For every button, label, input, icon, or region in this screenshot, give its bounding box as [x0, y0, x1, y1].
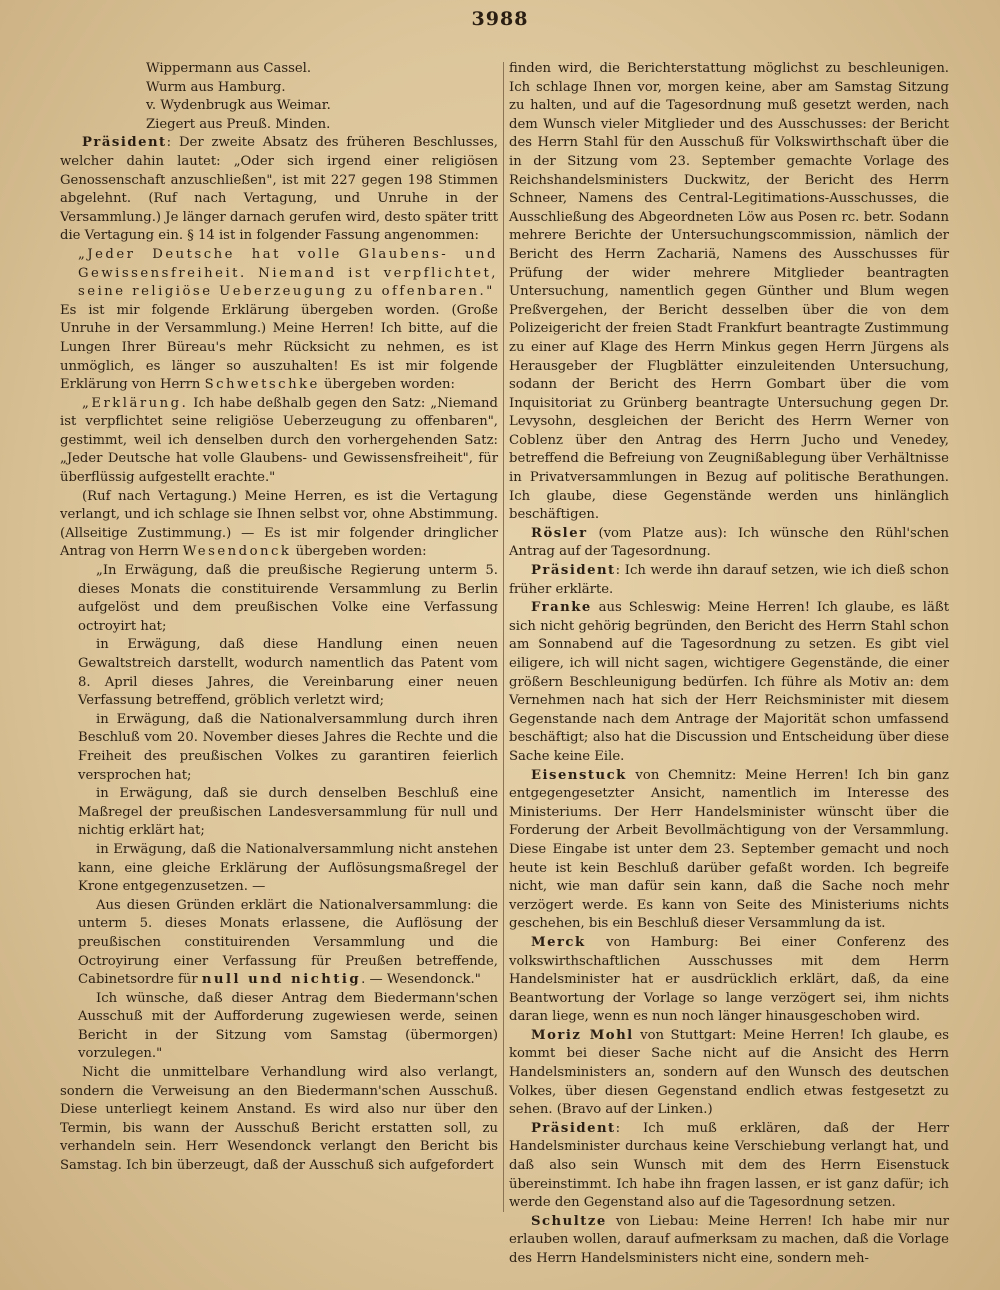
- right-column: [509, 60, 949, 1266]
- text-run: übergeben worden:: [319, 377, 455, 393]
- speaker-name: Schultze: [531, 1213, 607, 1229]
- speech-paragraph: [509, 934, 949, 1027]
- name-list-item: Wippermann aus Cassel.: [146, 61, 312, 76]
- motion-clause: Ich wünsche, daß dieser Antrag dem Biedermann'schen Ausschuß mit der Aufforderung zugewiesen werde, seinen Bericht in der Sitzung vom Samstag (übermorgen) vorzulegen.": [78, 990, 498, 1062]
- text-paragraph: [60, 302, 498, 395]
- speech-paragraph: [509, 1027, 949, 1120]
- speech-paragraph: [509, 1213, 949, 1269]
- name-list-item: Ziegert aus Preuß. Minden.: [146, 116, 331, 132]
- speech-text: von Stuttgart: Meine Herren! Ich glaube, es kommt bei dieser Sache nicht auf die Ansicht des Herrn Handelsministers an, sondern auf den Wunsch des deutschen Volkes, über diesen Gegenstand endlich etwas festgesetzt zu sehen. (Bravo auf der Linken.): [509, 1027, 949, 1118]
- text-paragraph: [60, 488, 498, 562]
- speech-text: (vom Platze aus): Ich wünsche den Rühl'schen Antrag auf der Tagesordnung.: [509, 525, 949, 560]
- speech-paragraph: [60, 134, 498, 246]
- speech-text: von Liebau: Meine Herren! Ich habe mir nur erlauben wollen, darauf aufmerksam zu machen, daß die Vorlage des Herrn Handelsministers nicht eine, sondern meh-: [509, 1213, 949, 1266]
- speech-paragraph: [509, 599, 949, 766]
- speech-text: von Hamburg: Bei einer Conferenz des volkswirthschaftlichen Ausschusses mit dem Herrn Handelsminister hat er ausdrücklich erklärt, daß, da eine Beantwortung der Vorlage so lange verzögert sei, ihm nichts daran liege, wenn es nun noch länger hinausgeschoben wird.: [509, 934, 949, 1025]
- speaker-name: Präsident: [82, 135, 167, 151]
- person-name: Schwetschke: [204, 377, 320, 393]
- speech-paragraph: [509, 1120, 949, 1213]
- speech-text: von Chemnitz: Meine Herren! Ich bin ganz entgegengesetzter Ansicht, namentlich im Interesse des Ministeriums. Der Herr Handelsminister wünscht über die Forderung der Arbeit Bevollmächtigung von der Versammlung. Diese Eingabe ist unter dem 23. September gemacht und noch heute ist kein Beschluß darüber gefaßt worden. Ich begreife nicht, wie man dafür sein kann, daß die Sache noch mehr verzögert werde. Es kann von Seite des Ministeriums nichts geschehen, bis ein Beschluß dieser Versammlung da ist.: [509, 767, 949, 932]
- left-column: [60, 60, 498, 1240]
- speaker-name: Moriz Mohl: [531, 1027, 634, 1043]
- motion-clause: „In Erwägung, daß die preußische Regierung unterm 5. dieses Monats die constituirende Versammlung zu Berlin aufgelöst und dem preußischen Volke eine Verfassung octroyirt hat;: [78, 563, 498, 634]
- text-paragraph: Nicht die unmittelbare Verhandlung wird also verlangt, sondern die Verweisung an den Biedermann'schen Ausschuß. Diese unterliegt keinem Anstand. Es wird also nur über den Termin, bis wann der Ausschuß Bericht erstatten soll, zu verhandeln sein. Herr Wesendonck verlangt den Bericht bis Samstag. Ich bin überzeugt, daß der Ausschuß sich aufgefordert: [60, 1065, 498, 1174]
- speech-text: : Ich werde ihn darauf setzen, wie ich dieß schon früher erklärte.: [509, 563, 949, 597]
- speaker-name: Präsident: [531, 1120, 616, 1136]
- text-run: . — Wesendonck.": [361, 972, 481, 988]
- motion-clause: in Erwägung, daß die Nationalversammlung nicht anstehen kann, eine gleiche Erklärung der Auflösungsmaßregel der Krone entgegenzusetzen. —: [78, 841, 498, 895]
- text-paragraph: finden wird, die Berichterstattung möglichst zu beschleunigen. Ich schlage Ihnen vor, morgen keine, aber am Samstag Sitzung zu halten, und auf die Tagesordnung muß gesetzt werden, nach dem Wunsch vieler Mitglieder und des Ausschusses: der Bericht des Herrn Stahl für den Ausschuß für Volkswirthschaft über die in der Sitzung vom 23. September gemachte Vorlage des Reichshandelsministers Duckwitz, der Bericht des Herrn Schneer, Namens des Central-Legitimations-Ausschusses, die Ausschließung des Abgeordneten Löw aus Posen rc. betr. Sodann mehrere Berichte der Untersuchungscommission, nämlich der Bericht des Herrn Zachariä, Namens des Ausschusses für Prüfung der wider mehrere Mitglieder beantragten Untersuchung, namentlich gegen Günther und Blum wegen Preßvergehen, der Bericht desselben über die von dem Polizeigericht der freien Stadt Frankfurt beantragte Zustimmung zu einer auf Klage des Herrn Minkus gegen Herrn Jürgens als Herausgeber der Flugblätter einzuleitenden Untersuchung, sodann der Bericht des Herrn Gombart über die vom Inquisitoriat zu Grünberg beantragte Untersuchung gegen Dr. Levysohn, desgleichen der Bericht des Herrn Werner von Coblenz über den Antrag des Herrn Jucho und Venedey, betreffend die Befreiung von Zeugnißablegung über Verhältnisse in Privatversammlungen in Bezug auf politische Berathungen. Ich glaube, diese Gegenstände werden uns hinlänglich beschäftigen.: [509, 61, 949, 523]
- declaration-paragraph: [60, 395, 498, 488]
- text-run: übergeben worden:: [291, 544, 427, 560]
- text-run: Ich habe deßhalb gegen den Satz: „Niemand ist verpflichtet seine religiöse Ueberzeugung zu offenbaren", gestimmt, weil ich denselben durch den vorhergehenden Satz: „Jeder Deutsche hat volle Glaubens- und Gewissensfreiheit", für überflüssig aufgestellt erachte.": [60, 395, 498, 486]
- speaker-name: Eisenstuck: [531, 767, 627, 783]
- text-run: (Ruf nach Vertagung.) Meine Herren, es ist die Vertagung verlangt, und ich schlage sie Ihnen selbst vor, ohne Abstimmung. (Allseitige Zustimmung.) — Es ist mir folgender dringlicher Antrag von Herrn: [60, 488, 498, 560]
- speaker-name: Merck: [531, 934, 586, 950]
- speaker-name: Rösler: [531, 525, 588, 541]
- motion-clause: in Erwägung, daß diese Handlung einen neuen Gewaltstreich darstellt, wodurch namentlich das Patent vom 8. April dieses Jahres, die Vereinbarung einer neuen Verfassung betreffend, gröblich verletzt wird;: [78, 637, 498, 709]
- speaker-name: Präsident: [531, 563, 616, 579]
- motion-clause: in Erwägung, daß sie durch denselben Beschluß eine Maßregel der preußischen Landesversammlung für null und nichtig erklärt hat;: [78, 786, 498, 839]
- page-number: 3988: [471, 8, 529, 30]
- speech-paragraph: [509, 767, 949, 934]
- text-run: Es ist mir folgende Erklärung übergeben worden. (Große Unruhe in der Versammlung.) Meine Herren! Ich bitte, auf die Lungen Ihrer Büreau's mehr Rücksicht zu nehmen, es ist unmöglich, es länger so auszuhalten! Es ist mir folgende Erklärung von Herrn: [60, 302, 498, 393]
- speech-text: : Der zweite Absatz des früheren Beschlusses, welcher dahin lautet: „Oder sich irgend einer religiösen Genossenschaft anzuschließen", ist mit 227 gegen 198 Stimmen abgelehnt. (Ruf nach Vertagung, und Unruhe in der Versammlung.) Je länger darnach gerufen wird, desto später tritt die Vertagung ein. § 14 ist in folgender Fassung angenommen:: [60, 135, 498, 244]
- speech-paragraph: [509, 562, 949, 599]
- quoted-article: „Jeder Deutsche hat volle Glaubens- und Gewissensfreiheit. Niemand ist verpflichtet, seine religiöse Ueberzeugung zu offenbaren.": [78, 246, 498, 300]
- motion-clause: [60, 897, 498, 990]
- speaker-name: Franke: [531, 600, 592, 616]
- speech-paragraph: [509, 525, 949, 562]
- column-divider: [503, 62, 504, 1212]
- name-list-item: Wurm aus Hamburg.: [146, 79, 286, 95]
- speech-text: aus Schleswig: Meine Herren! Ich glaube, es läßt sich nicht gehörig begründen, den Bericht des Herrn Stahl schon am Sonnabend auf die Tagesordnung zu setzen. Es gibt viel eiligere, ich will nicht sagen, wichtigere Gegenstände, die einer größern Beschleunigung bedürfen. Ich führe als Motiv an: dem Vernehmen nach hat sich der Herr Reichsminister mit diesem Gegenstande nach dem Antrage der Majorität schon umfassend beschäftigt; also hat die Discussion und Entscheidung über diese Sache keine Eile.: [509, 600, 949, 764]
- emphasis: null und nichtig: [201, 972, 362, 988]
- declaration-label: „Erklärung.: [82, 395, 189, 411]
- person-name: Wesendonck: [182, 544, 292, 560]
- motion-clause: in Erwägung, daß die Nationalversammlung durch ihren Beschluß vom 20. November dieses Jahres die Rechte und die Freiheit des preußischen Volkes zu garantiren feierlich versprochen hat;: [78, 711, 498, 783]
- speech-text: : Ich muß erklären, daß der Herr Handelsminister durchaus keine Verschiebung verlangt hat, und daß also sein Wunsch mit dem des Herrn Eisenstuck übereinstimmt. Ich habe ihn fragen lassen, er ist ganz dafür; ich werde den Gegenstand also auf die Tagesordnung setzen.: [509, 1120, 949, 1211]
- text-run: Aus diesen Gründen erklärt die Nationalversammlung: die unterm 5. dieses Monats erlassene, die Auflösung der preußischen constituirenden Versammlung und die Octroyirung einer Verfassung für Preußen betreffende, Cabinetsordre für: [78, 897, 498, 988]
- name-list-item: v. Wydenbrugk aus Weimar.: [146, 98, 331, 114]
